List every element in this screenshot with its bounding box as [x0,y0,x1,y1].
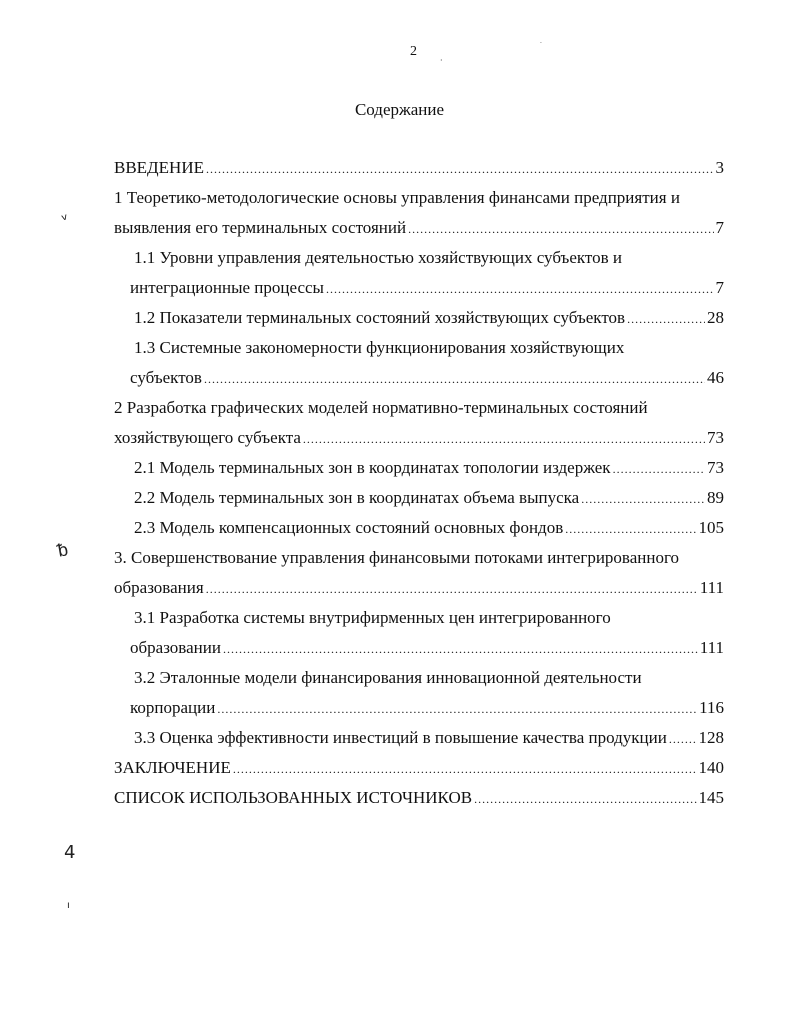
dot-leader [613,454,705,484]
toc-page-number: 7 [715,278,724,297]
toc-entry [114,303,724,333]
toc-entry [114,723,724,753]
toc-entry-text: 3.2 Эталонные модели финансирования инновационной деятельности [134,668,642,687]
toc-page-number: 89 [707,488,724,507]
toc-page-number: 28 [707,308,724,327]
toc-entry-text: 2.2 Модель терминальных зон в координатах объема выпуска [134,488,580,507]
page-title: Содержание [354,100,445,119]
handwritten-mark: 4 [64,842,76,863]
toc-page-number: 46 [707,368,724,387]
toc-page-number: 7 [715,218,724,237]
dot-leader [565,514,696,544]
toc-page-number: 128 [698,728,724,747]
toc-entry-text: 2.1 Модель терминальных зон в координатах топологии издержек [134,458,611,477]
dot-leader [408,214,713,244]
toc-entry-text: 3.1 Разработка системы внутрифирменных цен интегрированного [134,608,611,627]
toc-entry-text: 3. Совершенствование управления финансовыми потоками интегрированного [114,548,680,567]
toc-entry [114,153,724,183]
toc-entry [114,483,724,513]
dot-leader [217,694,697,724]
dot-leader [233,754,697,784]
toc-entry [114,543,724,603]
toc-entry-text: СПИСОК ИСПОЛЬЗОВАННЫХ ИСТОЧНИКОВ [114,788,473,807]
toc-page-number: 105 [698,518,724,537]
toc-page-number: 111 [699,578,724,597]
toc-entry [114,603,724,663]
toc-entry-text: корпорации [130,698,216,717]
toc-entry-text: интеграционные процессы [130,278,324,297]
toc-page-number: 145 [698,788,724,807]
toc-entry-text: выявления его терминальных состояний [114,218,407,237]
dot-leader [669,724,697,754]
toc-page-number: 73 [707,428,724,447]
scan-speck: · [440,56,443,65]
toc-page-number: 73 [707,458,724,477]
dot-leader [206,574,698,604]
dot-leader [627,304,705,334]
dot-leader [326,274,714,304]
handwritten-mark: ı [67,900,70,911]
scan-speck: · [540,40,542,47]
toc-entry-text: 1 Теоретико-методологические основы управления финансами предприятия и [114,188,680,207]
handwritten-mark: ᵬ [56,539,70,562]
toc-entry [114,753,724,783]
dot-leader [223,634,698,664]
toc-entry-text: образования [114,578,204,597]
dot-leader [206,154,714,184]
page-number: 2 [410,44,417,59]
toc-entry [114,513,724,543]
toc-entry-text: 1.3 Системные закономерности функционирования хозяйствующих [134,338,625,357]
toc-entry-text: 3.3 Оценка эффективности инвестиций в повышение качества продукции [134,728,667,747]
toc-entry [114,243,724,303]
dot-leader [581,484,705,514]
toc-entry-text: 1.2 Показатели терминальных состояний хозяйствующих субъектов [134,308,626,327]
table-of-contents [114,153,724,813]
toc-page-number: 140 [698,758,724,777]
toc-entry [114,663,724,723]
toc-entry-text: 2.3 Модель компенсационных состояний основных фондов [134,518,564,537]
toc-entry [114,453,724,483]
toc-entry-text: 2 Разработка графических моделей нормативно-терминальных состояний [114,398,648,417]
toc-entry-text: ЗАКЛЮЧЕНИЕ [114,758,231,777]
toc-page-number: 111 [699,638,724,657]
toc-entry-text: хозяйствующего субъекта [114,428,301,447]
toc-entry-text: образовании [130,638,221,657]
toc-entry-text: 1.1 Уровни управления деятельностью хозяйствующих субъектов и [134,248,622,267]
toc-entry [114,393,724,453]
toc-entry [114,783,724,813]
toc-page-number: 3 [715,158,724,177]
toc-page-number: 116 [699,698,724,717]
dot-leader [204,364,705,394]
dot-leader [474,784,696,814]
toc-entry [114,333,724,393]
dot-leader [303,424,705,454]
handwritten-mark: ᵛ [59,209,72,230]
toc-entry [114,183,724,243]
toc-entry-text: субъектов [130,368,202,387]
toc-entry-text: ВВЕДЕНИЕ [114,158,204,177]
